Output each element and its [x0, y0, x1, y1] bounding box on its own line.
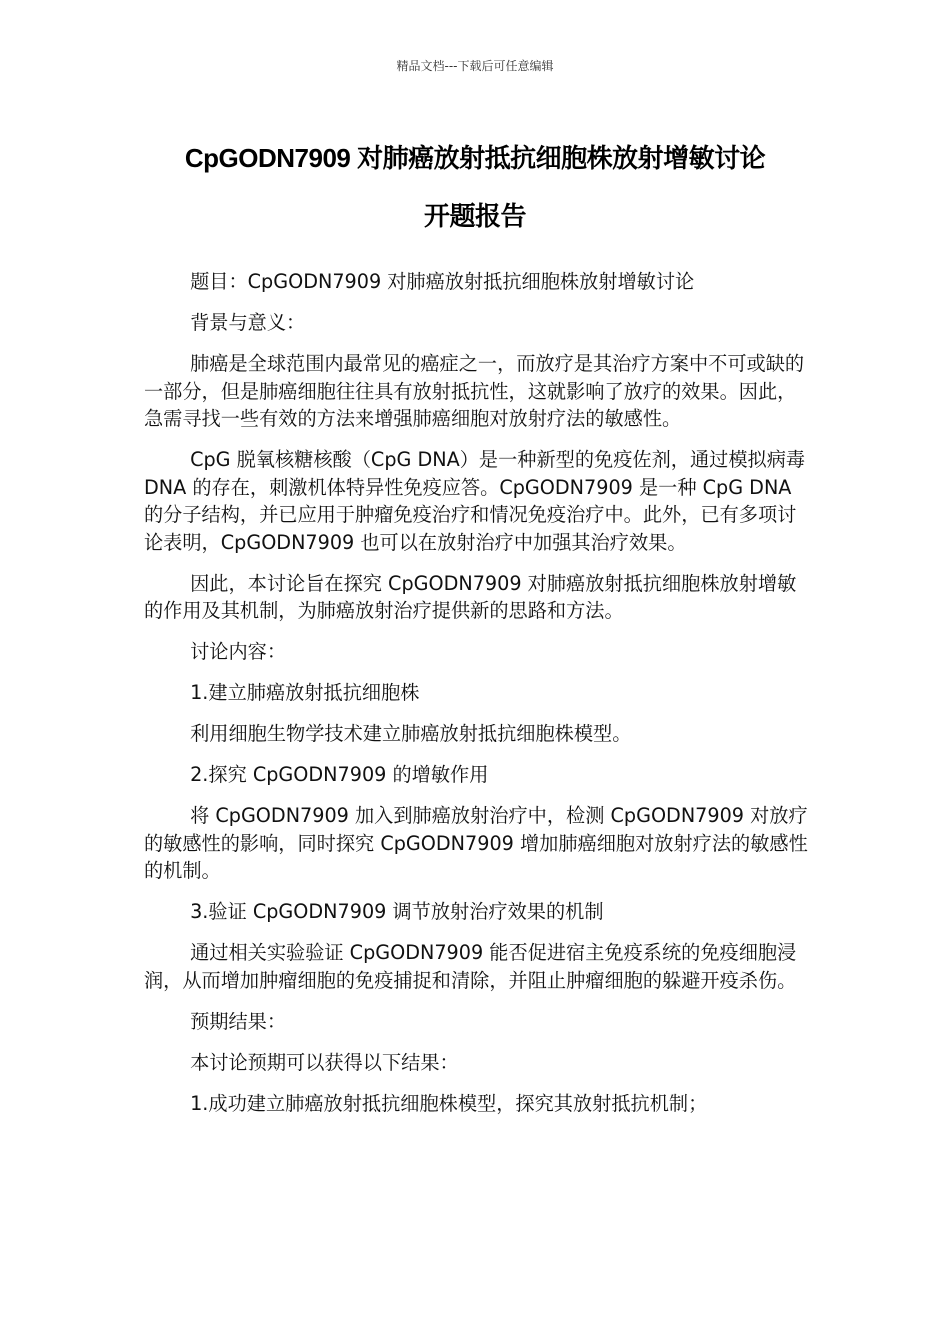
expected-results-intro: 本讨论预期可以获得以下结果：	[190, 1050, 459, 1074]
content-item-2-heading: 2.探究 CpGODN7909 的增敏作用	[190, 763, 489, 786]
background-paragraph-1: 肺癌是全球范围内最常见的癌症之一，而放疗是其治疗方案中不可或缺的一部分，但是肺癌细胞往往具有放射抵抗性，这就影响了放疗的效果。因此，急需寻找一些有效的方法来增强肺癌细胞对放射疗法的敏感性。	[144, 352, 805, 430]
topic-paragraph: 题目：CpGODN7909 对肺癌放射抵抗细胞株放射增敏讨论	[190, 270, 695, 293]
document-title-line-1: CpGODN7909 对肺癌放射抵抗细胞株放射增敏讨论	[184, 143, 766, 173]
content-item-3-heading: 3.验证 CpGODN7909 调节放射治疗效果的机制	[190, 900, 604, 923]
document-title-line-2: 开题报告	[423, 201, 526, 231]
expected-result-item-1: 1.成功建立肺癌放射抵抗细胞株模型，探究其放射抵抗机制；	[190, 1091, 708, 1115]
page-header: 精品文档---下载后可任意编辑	[396, 59, 554, 73]
section-heading-expected-results: 预期结果：	[190, 1009, 287, 1033]
section-heading-content: 讨论内容：	[190, 640, 287, 663]
content-item-2-text: 将 CpGODN7909 加入到肺癌放射治疗中，检测 CpGODN7909 对放疗的敏感性的影响，同时探究 CpGODN7909 增加肺癌细胞对放射疗法的敏感性的机制。	[144, 804, 808, 882]
content-item-1-heading: 1.建立肺癌放射抵抗细胞株	[190, 681, 420, 704]
document-body	[144, 268, 810, 1131]
content-item-3-text: 通过相关实验验证 CpGODN7909 能否促进宿主免疫系统的免疫细胞浸润，从而增加肿瘤细胞的免疫捕捉和清除，并阻止肿瘤细胞的躲避开疫杀伤。	[144, 941, 797, 992]
content-item-1-text: 利用细胞生物学技术建立肺癌放射抵抗细胞株模型。	[190, 722, 632, 745]
background-paragraph-2: CpG 脱氧核糖核酸（CpG DNA）是一种新型的免疫佐剂，通过模拟病毒 DNA 的存在，刺激机体特异性免疫应答。CpGODN7909 是一种 CpG DNA 的分子结构，并已应用于肿瘤免疫治疗和情况免疫治疗中。此外，已有多项讨论表明，CpGODN7909 也可以在放射治疗中加强其治疗效果。	[144, 448, 806, 554]
background-paragraph-3: 因此，本讨论旨在探究 CpGODN7909 对肺癌放射抵抗细胞株放射增敏的作用及其机制，为肺癌放射治疗提供新的思路和方法。	[144, 571, 797, 622]
section-heading-background: 背景与意义：	[190, 311, 306, 334]
